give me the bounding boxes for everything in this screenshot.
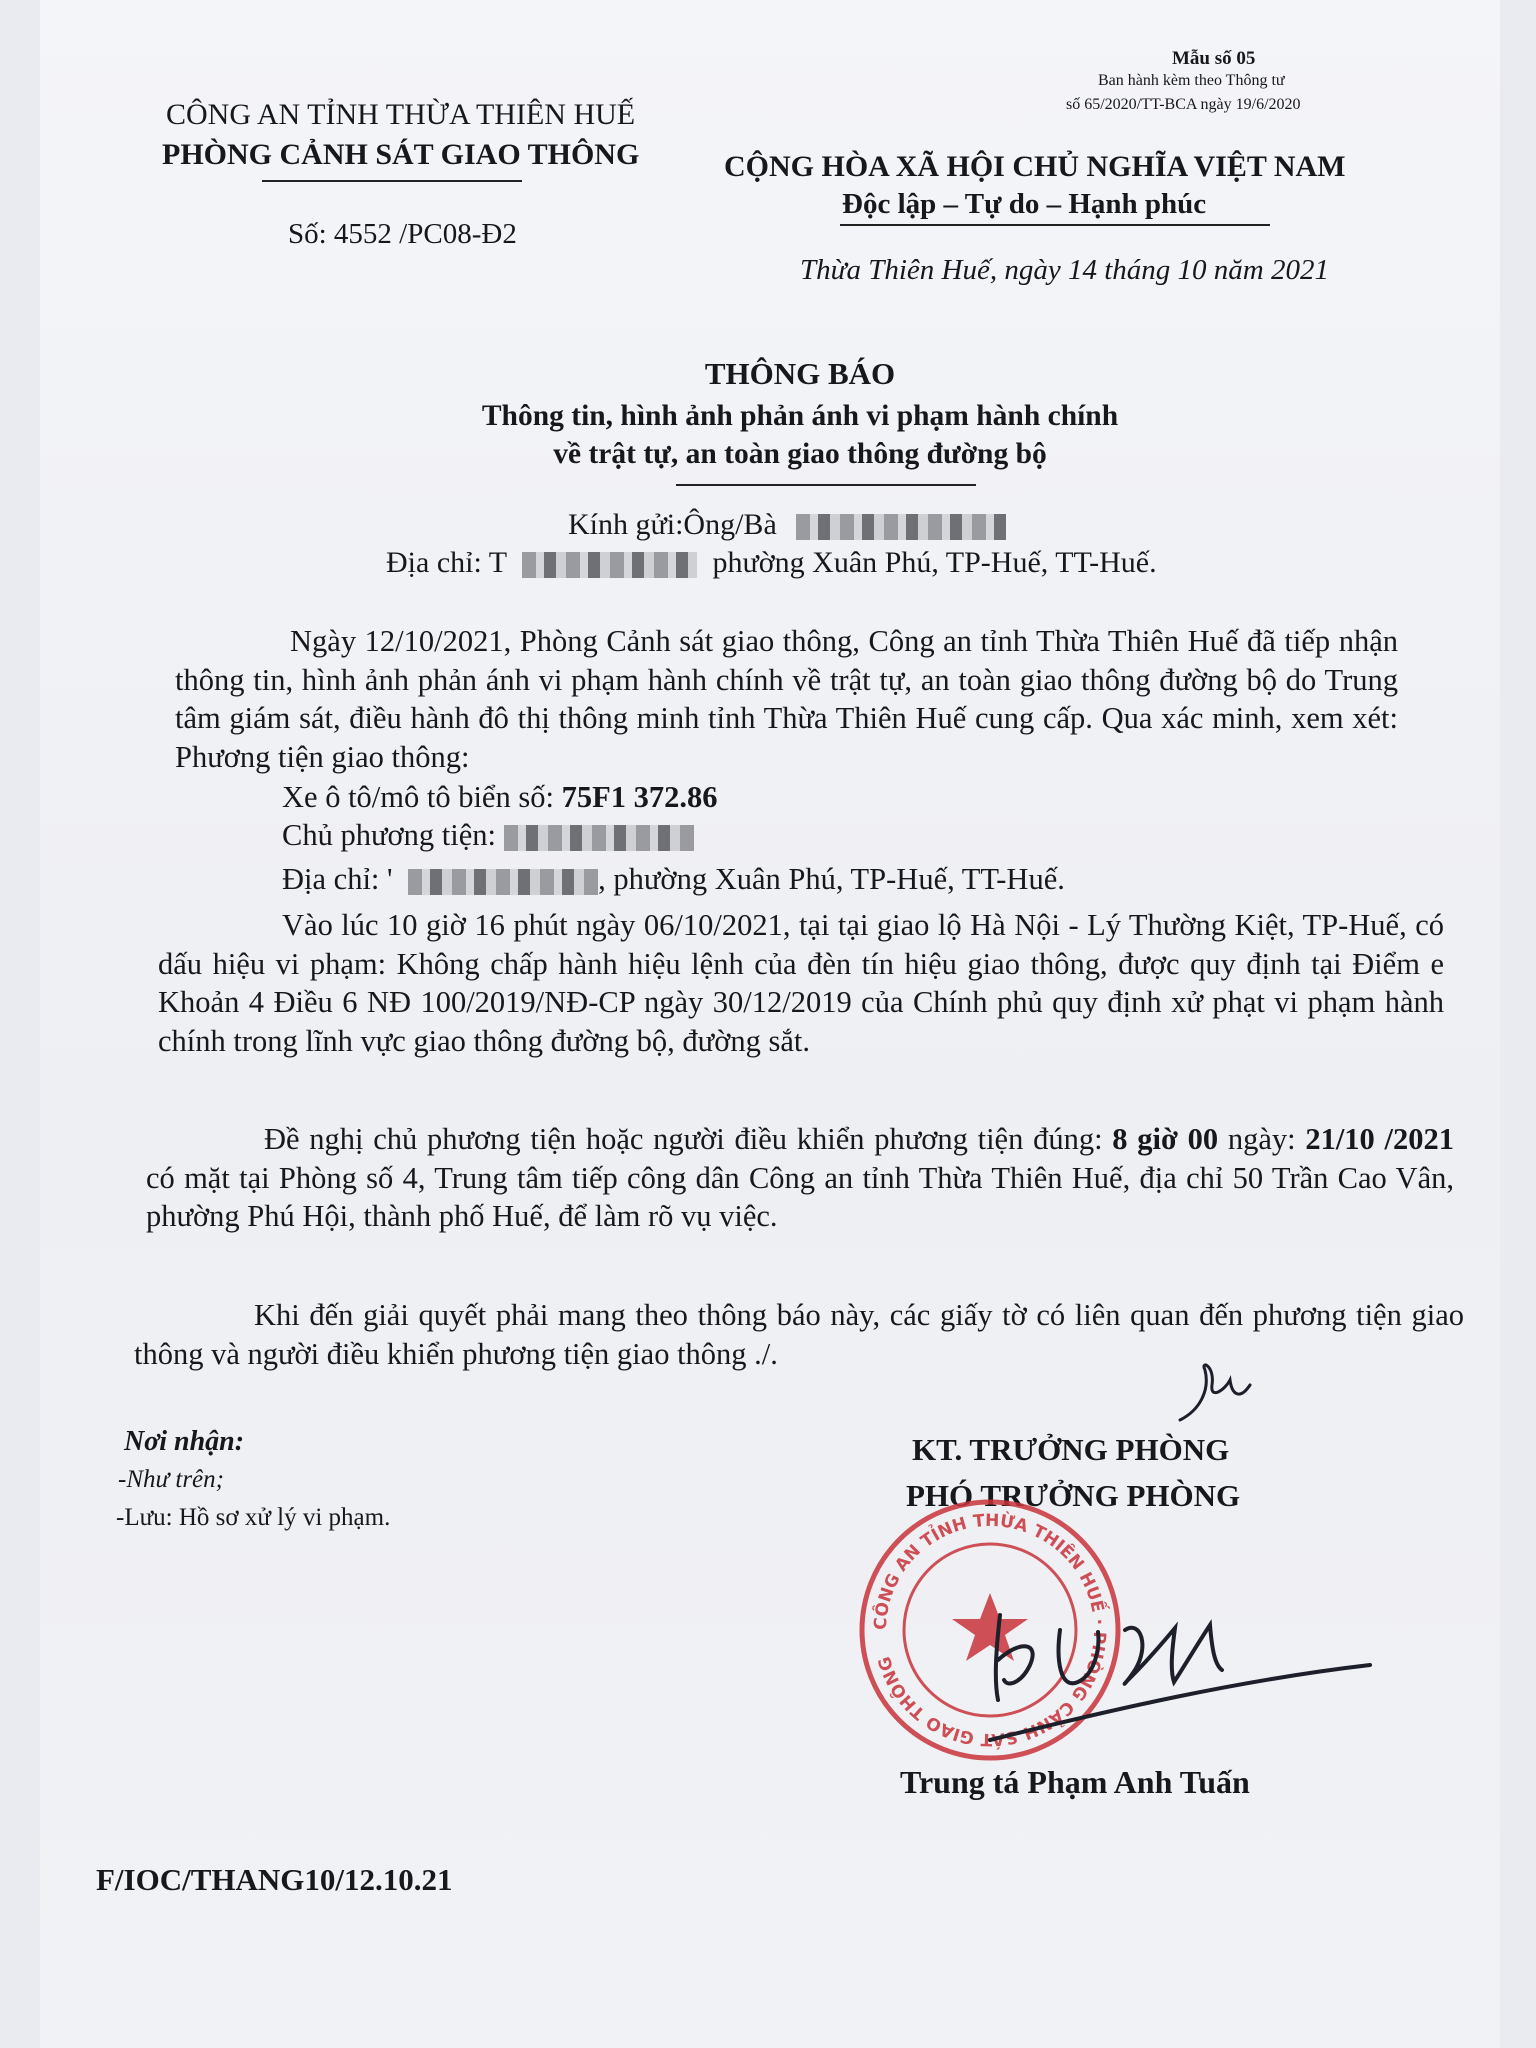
seal-text: CÔNG AN TỈNH THỪA THIÊN HUẾ · PHÒNG CẢNH SÁT GIAO THÔNG <box>870 1510 1110 1750</box>
notice-title: THÔNG BÁO <box>704 356 896 391</box>
signature-role-2: PHÓ TRƯỞNG PHÒNG <box>906 1478 1241 1513</box>
motto-underline <box>840 224 1270 226</box>
footer-code: F/IOC/THANG10/12.10.21 <box>96 1862 453 1897</box>
redacted-address <box>522 552 697 578</box>
redacted-name <box>796 514 1006 540</box>
body-p3-a: Đề nghị chủ phương tiện hoặc người điều khiển phương tiện đúng: <box>264 1122 1113 1156</box>
recipient-item-1: -Như trên; <box>118 1466 224 1493</box>
body-p4-text: Khi đến giải quyết phải mang theo thông báo này, các giấy tờ có liên quan đến phương tiện giao thông và người điều khiển phương tiện giao thông ./. <box>134 1298 1464 1371</box>
form-label: Mẫu số 05 <box>1172 48 1256 69</box>
plate-line <box>282 780 717 815</box>
body-paragraph-2 <box>158 906 1444 1060</box>
owner-address-tail: , phường Xuân Phú, TP-Huế, TT-Huế. <box>598 862 1065 896</box>
body-paragraph-1 <box>176 622 1398 776</box>
owner-line <box>282 818 694 853</box>
form-note-line2: số 65/2020/TT-BCA ngày 19/6/2020 <box>1066 96 1301 113</box>
appointment-time: 8 giờ 00 <box>1112 1122 1219 1156</box>
issuer-line2: PHÒNG CẢNH SÁT GIAO THÔNG <box>162 138 640 171</box>
issuer-underline <box>262 180 522 182</box>
recipient-address <box>386 546 1157 580</box>
nation-title: CỘNG HÒA XÃ HỘI CHỦ NGHĨA VIỆT NAM <box>724 150 1346 183</box>
initials-mark <box>1170 1340 1290 1430</box>
redacted-owner <box>504 825 694 851</box>
recipient-greeting-text: Kính gửi:Ông/Bà <box>568 508 777 541</box>
recipients-title: Nơi nhận: <box>124 1426 245 1457</box>
nation-motto: Độc lập – Tự do – Hạnh phúc <box>842 188 1207 220</box>
body-p3-c: có mặt tại Phòng số 4, Trung tâm tiếp công dân Công an tỉnh Thừa Thiên Huế, địa chỉ 50 Trần Cao Vân, phường Phú Hội, thành phố Huế, để làm rõ vụ việc. <box>146 1160 1454 1233</box>
issuer-line1: CÔNG AN TỈNH THỪA THIÊN HUẾ <box>166 98 636 131</box>
plate-label: Xe ô tô/mô tô biển số: <box>282 780 562 814</box>
owner-label: Chủ phương tiện: <box>282 818 496 852</box>
notice-subtitle-2: về trật tự, an toàn giao thông đường bộ <box>553 438 1047 470</box>
appointment-date: 21/10 /2021 <box>1305 1122 1454 1156</box>
body-p3-b: ngày: <box>1218 1122 1306 1156</box>
document-number: Số: 4552 /PC08-Đ2 <box>288 218 517 250</box>
plate-value: 75F1 372.86 <box>561 780 718 814</box>
title-underline <box>676 484 976 486</box>
signature-role-1: KT. TRƯỞNG PHÒNG <box>912 1432 1230 1467</box>
redacted-owner-address <box>408 869 598 895</box>
form-note-line1: Ban hành kèm theo Thông tư <box>1098 72 1285 89</box>
body-p1-text: Ngày 12/10/2021, Phòng Cảnh sát giao thông, Công an tỉnh Thừa Thiên Huế đã tiếp nhận thông tin, hình ảnh phản ánh vi phạm hành chính về trật tự, an toàn giao thông đường bộ do Trung tâm giám sát, điều hành đô thị thông minh tỉnh Thừa Thiên Huế cung cấp. Qua xác minh, xem xét: Phương tiện giao thông: <box>175 624 1398 774</box>
owner-address-label: Địa chỉ: ' <box>282 862 393 896</box>
body-paragraph-3 <box>146 1120 1454 1236</box>
recipient-item-2: -Lưu: Hồ sơ xử lý vi phạm. <box>116 1504 391 1531</box>
recipient-address-label: Địa chỉ: T <box>386 546 507 579</box>
signer-name: Trung tá Phạm Anh Tuấn <box>900 1764 1250 1800</box>
notice-subtitle-1: Thông tin, hình ảnh phản ánh vi phạm hành chính <box>481 400 1119 432</box>
body-p2-text: Vào lúc 10 giờ 16 phút ngày 06/10/2021, tại tại giao lộ Hà Nội - Lý Thường Kiệt, TP-Huế, có dấu hiệu vi phạm: Không chấp hành hiệu lệnh của đèn tín hiệu giao thông, được quy định tại Điểm e Khoản 4 Điều 6 NĐ 100/2019/NĐ-CP ngày 30/12/2019 của Chính phủ quy định xử phạt vi phạm hành chính trong lĩnh vực giao thông đường bộ, đường sắt. <box>158 908 1444 1058</box>
place-date: Thừa Thiên Huế, ngày 14 tháng 10 năm 2021 <box>800 254 1329 286</box>
signature-scribble <box>960 1570 1380 1760</box>
recipient-address-tail: phường Xuân Phú, TP-Huế, TT-Huế. <box>712 546 1157 579</box>
owner-address-line <box>282 862 1065 897</box>
recipient-greeting <box>568 508 1006 542</box>
